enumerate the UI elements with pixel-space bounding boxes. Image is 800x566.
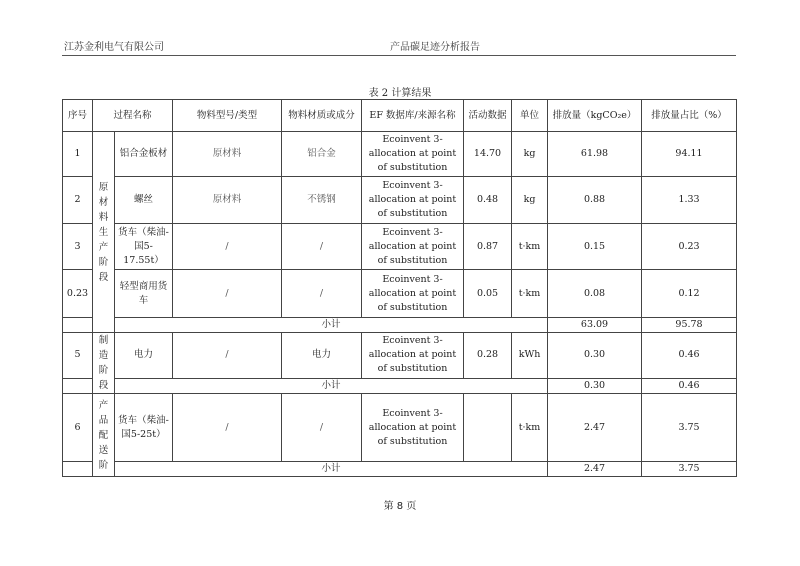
cell-unit: kg (512, 132, 548, 177)
cell-unit: t·km (512, 224, 548, 270)
page-number: 第 8 页 (383, 501, 417, 512)
col-header-no: 序号 (63, 100, 93, 132)
cell-share: 94.11 (642, 132, 737, 177)
subtotal-emission: 2.47 (548, 462, 642, 477)
cell-activity: 14.70 (464, 132, 512, 177)
cell-model: / (173, 270, 282, 318)
cell-share: 0.46 (642, 333, 737, 379)
cell-material: 不锈钢 (282, 177, 362, 224)
col-header-material: 物料材质或成分 (282, 100, 362, 132)
subtotal-row-distribution (63, 462, 737, 477)
cell-empty (63, 318, 93, 333)
cell-ef-source: Ecoinvent 3-allocation at point of substitution (362, 224, 464, 270)
cell-unit: kWh (512, 333, 548, 379)
cell-share: 1.33 (642, 177, 737, 224)
cell-activity: 0.48 (464, 177, 512, 224)
calculation-results-table (62, 99, 737, 477)
header-rule (62, 55, 736, 56)
cell-emission: 2.47 (548, 394, 642, 462)
cell-process: 螺丝 (115, 177, 173, 224)
cell-model: / (173, 224, 282, 270)
subtotal-label: 小计 (115, 462, 548, 477)
cell-process: 货车（柴油-国5-25t） (115, 394, 173, 462)
cell-model: / (173, 333, 282, 379)
cell-share: 0.12 (642, 270, 737, 318)
company-name: 江苏金利电气有限公司 (64, 42, 164, 53)
cell-material: / (282, 224, 362, 270)
table-row (63, 333, 737, 379)
report-title: 产品碳足迹分析报告 (390, 42, 480, 53)
cell-ef-source: Ecoinvent 3-allocation at point of substitution (362, 333, 464, 379)
subtotal-row-raw (63, 318, 737, 333)
col-header-model: 物料型号/类型 (173, 100, 282, 132)
stage-distribution: 产品配送阶 (93, 394, 115, 477)
subtotal-share: 0.46 (642, 378, 737, 393)
col-header-emission: 排放量（kgCO₂e） (548, 100, 642, 132)
cell-material: 铝合金 (282, 132, 362, 177)
subtotal-emission: 0.30 (548, 378, 642, 393)
cell-model: / (173, 394, 282, 462)
cell-process: 铝合金板材 (115, 132, 173, 177)
cell-no: 5 (63, 333, 93, 379)
col-header-unit: 单位 (512, 100, 548, 132)
stage-raw-materials: 原材料生产阶段 (93, 132, 115, 333)
table-row (63, 132, 737, 177)
stage-manufacturing: 制造阶段 (93, 333, 115, 394)
cell-no: 0.23 (63, 270, 93, 318)
cell-share: 3.75 (642, 394, 737, 462)
cell-no: 3 (63, 224, 93, 270)
cell-no: 6 (63, 394, 93, 462)
cell-model: 原材料 (173, 132, 282, 177)
col-header-share: 排放量占比（%） (642, 100, 737, 132)
cell-activity (464, 394, 512, 462)
table-row (63, 394, 737, 462)
table-header-row (63, 100, 737, 132)
cell-unit: t·km (512, 270, 548, 318)
table-row (63, 270, 737, 318)
cell-process: 轻型商用货车 (115, 270, 173, 318)
cell-model: 原材料 (173, 177, 282, 224)
subtotal-label: 小计 (115, 378, 548, 393)
cell-share: 0.23 (642, 224, 737, 270)
cell-unit: kg (512, 177, 548, 224)
cell-activity: 0.28 (464, 333, 512, 379)
cell-emission: 61.98 (548, 132, 642, 177)
col-header-ef-source: EF 数据库/来源名称 (362, 100, 464, 132)
subtotal-row-manufacturing (63, 378, 737, 393)
cell-ef-source: Ecoinvent 3-allocation at point of substitution (362, 394, 464, 462)
cell-activity: 0.87 (464, 224, 512, 270)
cell-material: / (282, 270, 362, 318)
cell-ef-source: Ecoinvent 3-allocation at point of substitution (362, 177, 464, 224)
table-row (63, 177, 737, 224)
cell-no: 1 (63, 132, 93, 177)
table-row (63, 224, 737, 270)
cell-material: 电力 (282, 333, 362, 379)
cell-ef-source: Ecoinvent 3-allocation at point of substitution (362, 132, 464, 177)
cell-ef-source: Ecoinvent 3-allocation at point of substitution (362, 270, 464, 318)
cell-unit: t·km (512, 394, 548, 462)
col-header-activity: 活动数据 (464, 100, 512, 132)
subtotal-emission: 63.09 (548, 318, 642, 333)
cell-emission: 0.15 (548, 224, 642, 270)
cell-empty (63, 462, 93, 477)
cell-empty (63, 378, 93, 393)
cell-process: 电力 (115, 333, 173, 379)
subtotal-share: 3.75 (642, 462, 737, 477)
col-header-process: 过程名称 (93, 100, 173, 132)
table-caption: 表 2 计算结果 (368, 88, 432, 99)
cell-activity: 0.05 (464, 270, 512, 318)
cell-material: / (282, 394, 362, 462)
subtotal-label: 小计 (115, 318, 548, 333)
cell-emission: 0.08 (548, 270, 642, 318)
subtotal-share: 95.78 (642, 318, 737, 333)
cell-emission: 0.88 (548, 177, 642, 224)
cell-emission: 0.30 (548, 333, 642, 379)
cell-process: 货车（柴油-国5-17.55t） (115, 224, 173, 270)
cell-no: 2 (63, 177, 93, 224)
